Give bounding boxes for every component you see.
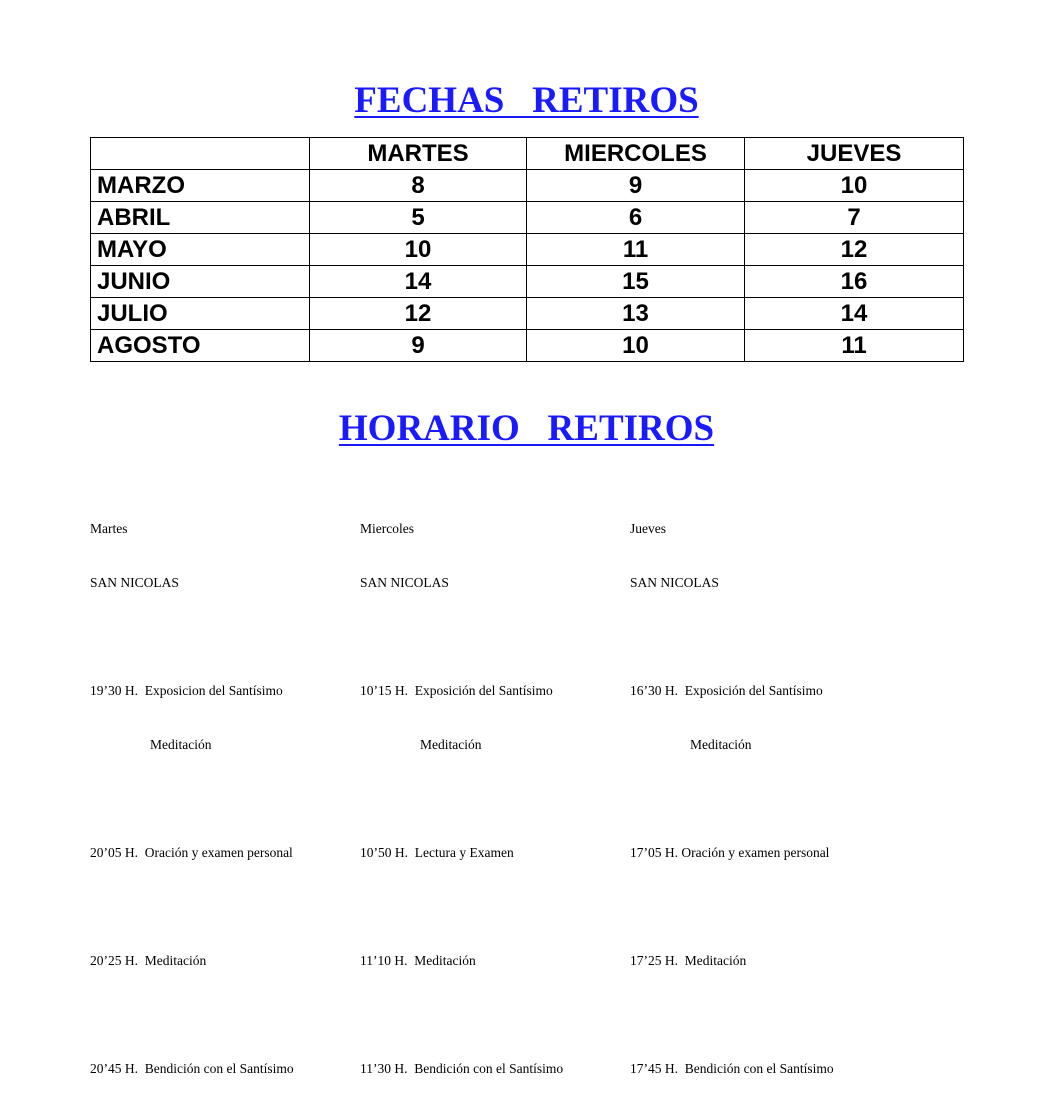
- table-row: [91, 330, 964, 362]
- schedule-item: 10’15 H. Exposición del Santísimo: [360, 683, 553, 698]
- date-cell: 9: [310, 330, 527, 362]
- schedule-item: 20’05 H. Oración y examen personal: [90, 845, 293, 860]
- date-cell: 14: [745, 298, 964, 330]
- date-cell: 16: [745, 266, 964, 298]
- date-cell: 15: [527, 266, 745, 298]
- schedule-item: 10’50 H. Lectura y Examen: [360, 845, 514, 860]
- table-row: [91, 298, 964, 330]
- schedule-item: 16’30 H. Exposición del Santísimo: [630, 683, 823, 698]
- schedule-item: 17’25 H. Meditación: [630, 953, 747, 968]
- date-cell: 10: [527, 330, 745, 362]
- month-cell: AGOSTO: [91, 330, 310, 362]
- schedule-item-sub: Meditación: [150, 737, 212, 752]
- month-cell: ABRIL: [91, 202, 310, 234]
- table-row: [91, 170, 964, 202]
- date-cell: 7: [745, 202, 964, 234]
- month-cell: MARZO: [91, 170, 310, 202]
- date-cell: 10: [310, 234, 527, 266]
- schedule-column-jueves: [630, 484, 930, 1096]
- date-cell: 10: [745, 170, 964, 202]
- table-header-row: [91, 138, 964, 170]
- title-horario-retiros: HORARIO RETIROS: [338, 408, 715, 449]
- table-row: [91, 266, 964, 298]
- header-miercoles: MIERCOLES: [527, 138, 745, 170]
- header-jueves: JUEVES: [745, 138, 964, 170]
- schedule-item-sub: Meditación: [420, 737, 482, 752]
- schedule-place: SAN NICOLAS: [90, 575, 179, 590]
- date-cell: 6: [527, 202, 745, 234]
- title-fechas-retiros: FECHAS RETIROS: [354, 80, 699, 121]
- schedule-item: 11’30 H. Bendición con el Santísimo: [360, 1061, 564, 1076]
- schedule-item: 20’25 H. Meditación: [90, 953, 207, 968]
- date-cell: 8: [310, 170, 527, 202]
- date-cell: 5: [310, 202, 527, 234]
- schedule-item: 20’45 H. Bendición con el Santísimo: [90, 1061, 294, 1076]
- date-cell: 12: [310, 298, 527, 330]
- date-cell: 12: [745, 234, 964, 266]
- month-cell: MAYO: [91, 234, 310, 266]
- schedule-day: Jueves: [630, 521, 666, 536]
- table-row: [91, 234, 964, 266]
- dates-table: [90, 137, 964, 362]
- schedule-item: 17’05 H. Oración y examen personal: [630, 845, 830, 860]
- schedule-column-miercoles: [360, 484, 620, 1096]
- month-cell: JULIO: [91, 298, 310, 330]
- date-cell: 11: [745, 330, 964, 362]
- header-empty: [91, 138, 310, 170]
- schedule-item-sub: Meditación: [690, 737, 752, 752]
- date-cell: 9: [527, 170, 745, 202]
- schedule-item: 11’10 H. Meditación: [360, 953, 476, 968]
- schedule-place: SAN NICOLAS: [630, 575, 719, 590]
- date-cell: 11: [527, 234, 745, 266]
- date-cell: 13: [527, 298, 745, 330]
- schedule-item: 19’30 H. Exposicion del Santísimo: [90, 683, 283, 698]
- date-cell: 14: [310, 266, 527, 298]
- schedule-place: SAN NICOLAS: [360, 575, 449, 590]
- schedule-day: Miercoles: [360, 521, 414, 536]
- month-cell: JUNIO: [91, 266, 310, 298]
- table-row: [91, 202, 964, 234]
- schedule-day: Martes: [90, 521, 128, 536]
- schedule-column-martes: [90, 484, 350, 1096]
- header-martes: MARTES: [310, 138, 527, 170]
- schedule-item: 17’45 H. Bendición con el Santísimo: [630, 1061, 834, 1076]
